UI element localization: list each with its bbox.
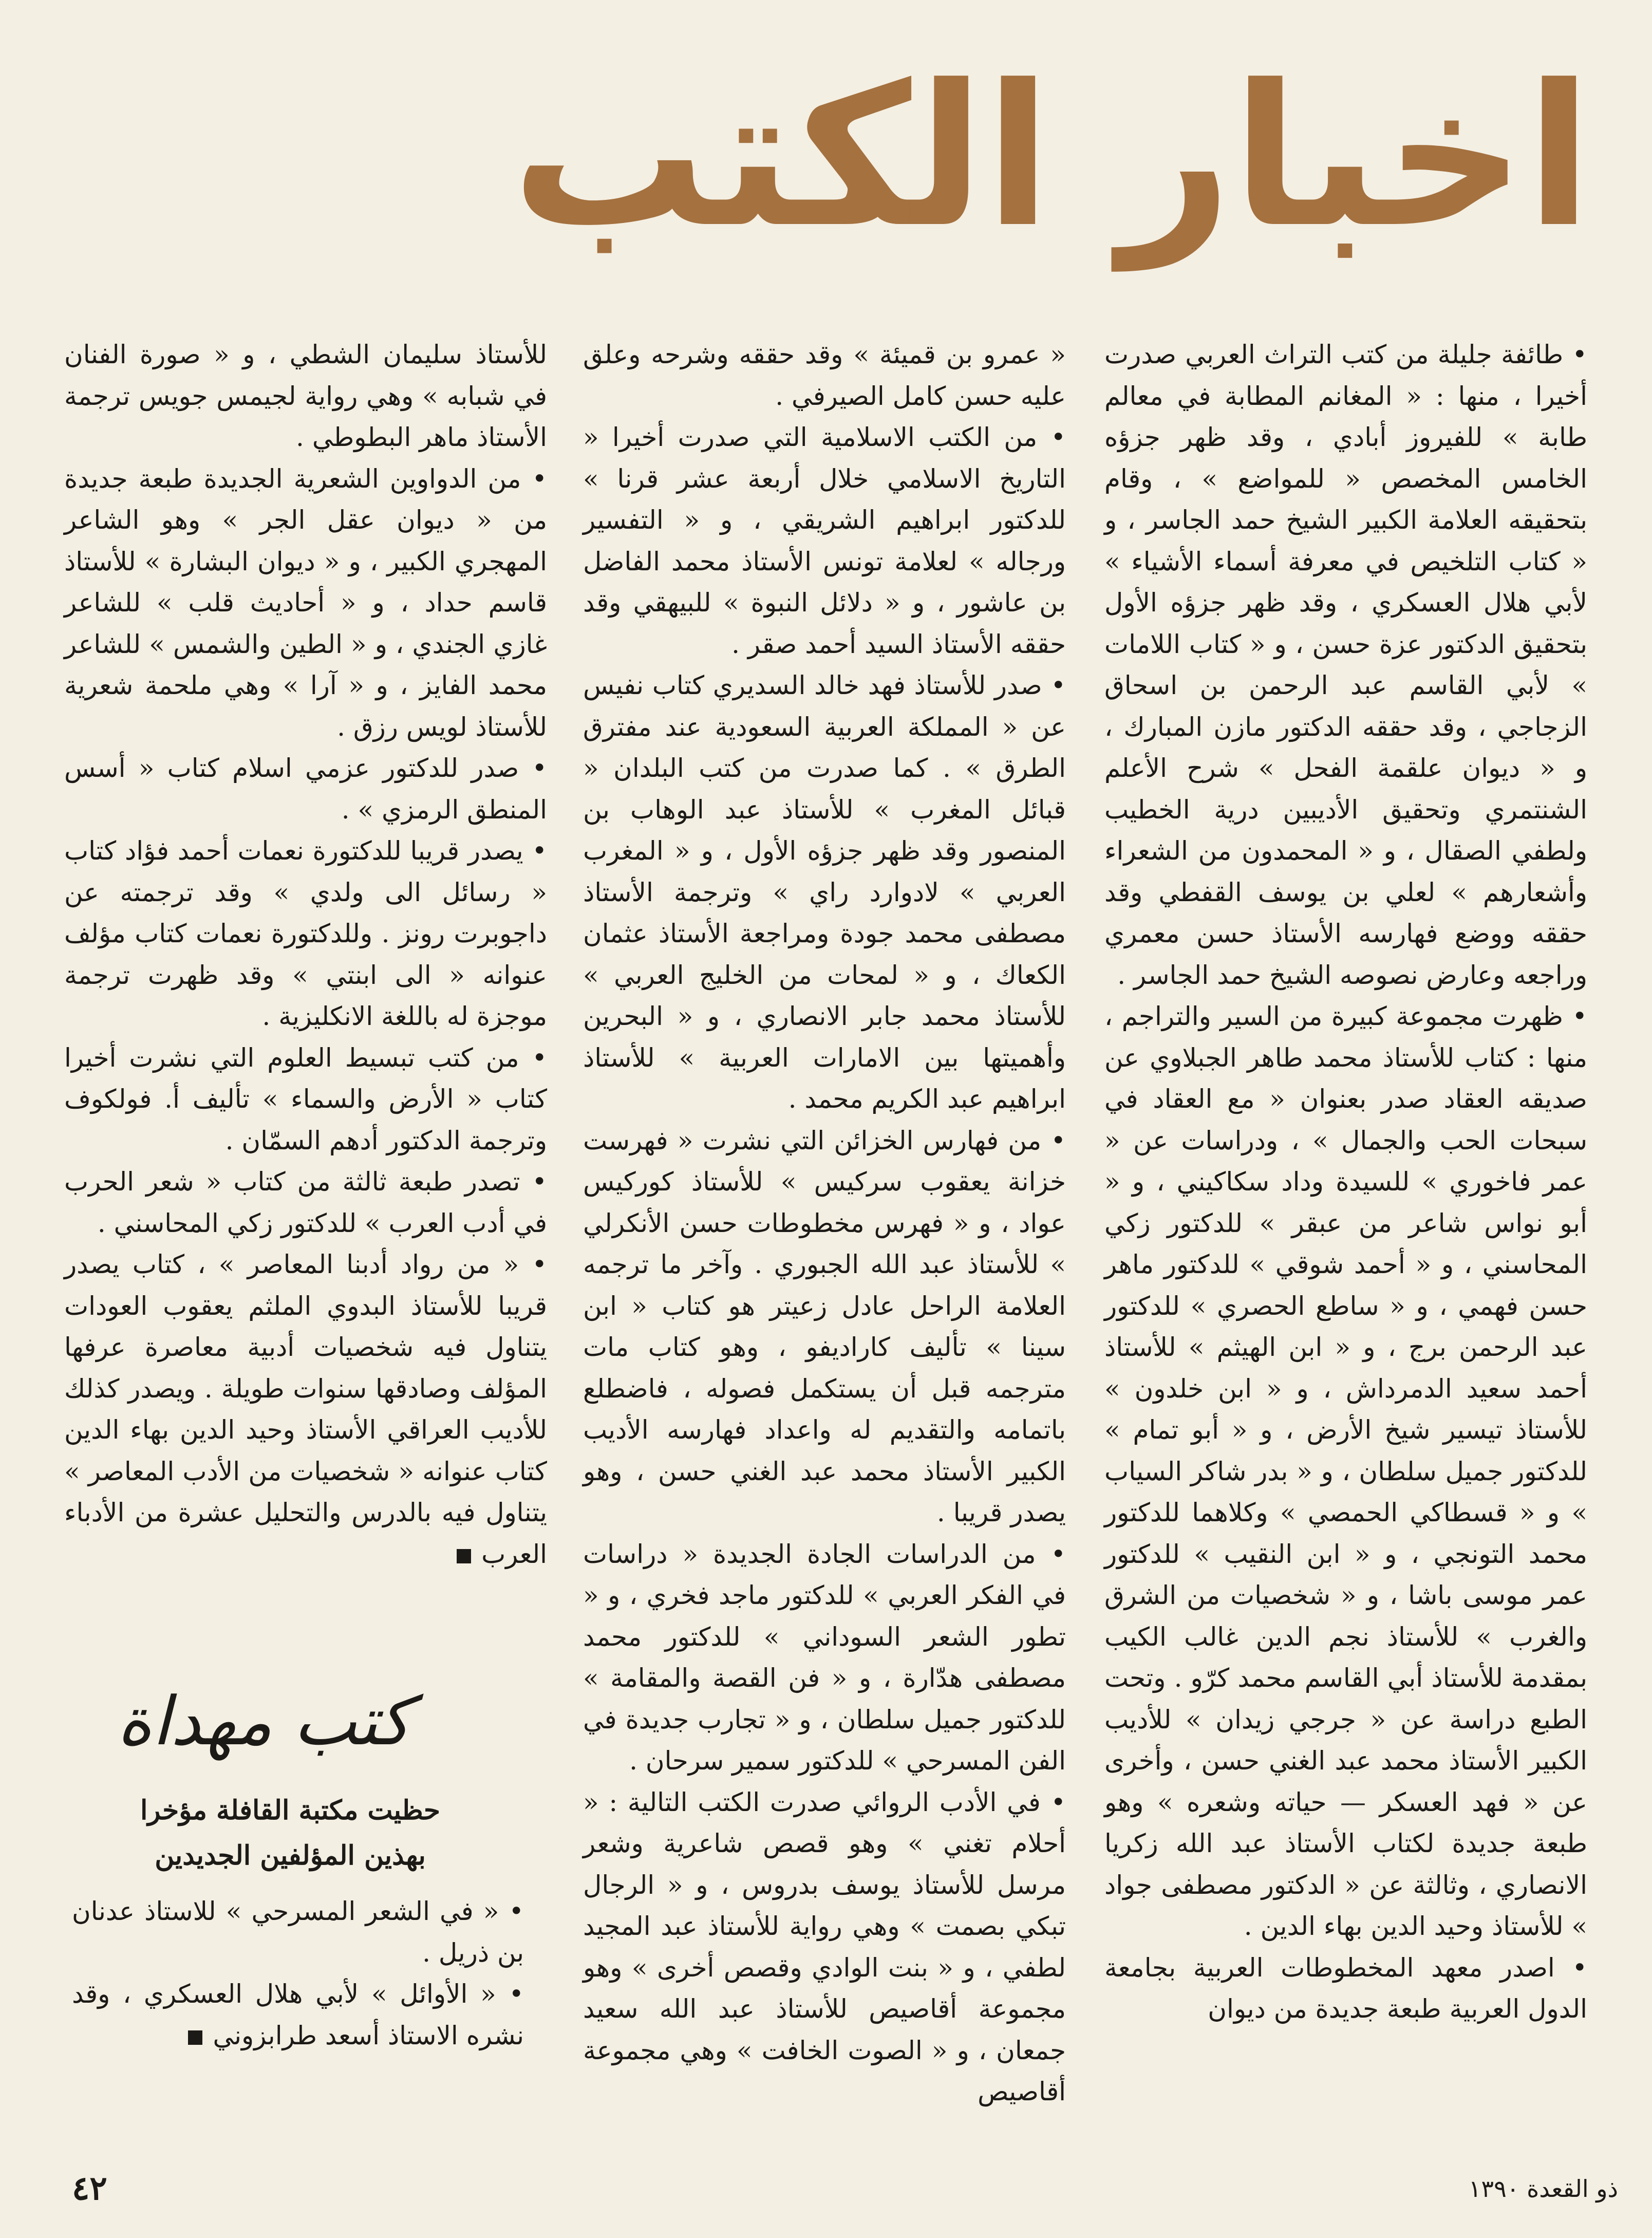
- paragraph: للأستاذ سليمان الشطي ، و « صورة الفنان في شبابه » وهي رواية لجيمس جويس ترجمة الأستاذ ماهر البطوطي .: [64, 340, 547, 452]
- article-column-left: [64, 334, 547, 1569]
- gifts-box-title: كتب مهداة: [117, 1682, 411, 1760]
- end-of-box-square-icon: [188, 2030, 202, 2045]
- paragraph: • من كتب تبسيط العلوم التي نشرت أخيرا كتاب « الأرض والسماء » تأليف أ. فولكوف وترجمة الدكتور أدهم السمّان .: [64, 1042, 547, 1155]
- paragraph: • من فهارس الخزائن التي نشرت « فهرست خزانة يعقوب سركيس » للأستاذ كوركيس عواد ، و « فهرس مخطوطات حسن الأنكرلي » للأستاذ عبد الله الجبوري . وآخر ما ترجمه العلامة الراحل عادل زعيتر هو كتاب « ابن سينا » تأليف كاراديفو ، وهو كتاب مات مترجمه قبل أن يستكمل فصوله ، فاضطلع باتمامه والتقديم له واعداد فهارسه الأديب الكبير الأستاذ محمد عبد الغني حسن ، وهو يصدر قريبا .: [583, 1125, 1066, 1527]
- article-column-right: [1104, 334, 1587, 2096]
- paragraph: • اصدر معهد المخطوطات العربية بجامعة الدول العربية طبعة جديدة من ديوان: [1104, 1952, 1587, 2024]
- issue-date: ذو القعدة ١٣٩٠: [1468, 2175, 1618, 2203]
- gifts-box-subtitle: حظيت مكتبة القافلة مؤخرا بهذين المؤلفين الجديدين: [140, 1795, 441, 1871]
- paragraph: « عمرو بن قميئة » وقد حققه وشرحه وعلق عليه حسن كامل الصيرفي .: [583, 340, 1066, 411]
- paragraph: • صدر للدكتور عزمي اسلام كتاب « أسس المنطق الرمزي » .: [64, 753, 547, 825]
- gifts-box-list: [72, 1891, 524, 2086]
- list-item: • « في الشعر المسرحي » للاستاذ عدنان بن ذريل .: [72, 1896, 524, 1968]
- paragraph: • من الكتب الاسلامية التي صدرت أخيرا « التاريخ الاسلامي خلال أربعة عشر قرنا » للدكتور ابراهيم الشريقي ، و « التفسير ورجاله » لعلامة تونس الأستاذ محمد الفاضل بن عاشور ، و « دلائل النبوة » للبيهقي وقد حققه الأستاذ السيد أحمد صقر .: [583, 422, 1066, 659]
- paragraph: • من الدواوين الشعرية الجديدة طبعة جديدة من « ديوان عقل الجر » وهو الشاعر المهجري الكبير ، و « ديوان البشارة » للأستاذ قاسم حداد ، و « أحاديث قلب » للشاعر غازي الجندي ، و « الطين والشمس » للشاعر محمد الفايز ، و « آرا » وهي ملحمة شعرية للأستاذ لويس رزق .: [64, 463, 547, 742]
- end-of-article-square-icon: [457, 1549, 471, 1563]
- list-item: [72, 1973, 524, 2056]
- paragraph: • يصدر قريبا للدكتورة نعمات أحمد فؤاد كتاب « رسائل الى ولدي » وقد ترجمته عن داجوبرت رونز . وللدكتورة نعمات كتاب مؤلف عنوانه « الى ابنتي » وقد ظهرت ترجمة موجزة له باللغة الانكليزية .: [64, 836, 547, 1031]
- paragraph: • طائفة جليلة من كتب التراث العربي صدرت أخيرا ، منها : « المغانم المطابة في معالم طابة » للفيروز أبادي ، وقد ظهر جزؤه الخامس المخصص « للمواضع » ، وقام بتحقيقه العلامة الكبير الشيخ حمد الجاسر ، و « كتاب التلخيص في معرفة أسماء الأشياء » لأبي هلال العسكري ، وقد ظهر جزؤه الأول بتحقيق الدكتور عزة حسن ، و « كتاب اللامات » لأبي القاسم عبد الرحمن بن اسحاق الزجاجي ، وقد حققه الدكتور مازن المبارك ، و « ديوان علقمة الفحل » شرح الأعلم الشنتمري وتحقيق الأديبين درية الخطيب ولطفي الصقال ، و « المحمدون من الشعراء وأشعارهم » لعلي بن يوسف القفطي وقد حققه ووضع فهارسه الأستاذ حسن معمري وراجعه وعارض نصوصه الشيخ حمد الجاسر .: [1104, 340, 1587, 990]
- paragraph: • من الدراسات الجادة الجديدة « دراسات في الفكر العربي » للدكتور ماجد فخري ، و « تطور الشعر السوداني » للدكتور محمد مصطفى هدّارة ، و « فن القصة والمقامة » للدكتور جميل سلطان ، و « تجارب جديدة في الفن المسرحي » للدكتور سمير سرحان .: [583, 1539, 1066, 1776]
- article-column-middle: [583, 334, 1066, 2106]
- page-number: ٤٢: [72, 2169, 107, 2208]
- section-masthead: اخبار الكتب: [511, 43, 1592, 270]
- paragraph: • صدر للأستاذ فهد خالد السديري كتاب نفيس عن « المملكة العربية السعودية عند مفترق الطرق » . كما صدرت من كتب البلدان « قبائل المغرب » للأستاذ عبد الوهاب بن المنصور وقد ظهر جزؤه الأول ، و « المغرب العربي » لادوارد راي » وترجمة الأستاذ مصطفى محمد جودة ومراجعة الأستاذ عثمان الكعاك ، و « لمحات من الخليج العربي » للأستاذ محمد جابر الانصاري ، و « البحرين وأهميتها بين الامارات العربية » للأستاذ ابراهيم عبد الكريم محمد .: [583, 670, 1066, 1114]
- paragraph-text: • « من رواد أدبنا المعاصر » ، كتاب يصدر قريبا للأستاذ البدوي الملثم يعقوب العودات يتناول فيه شخصيات أدبية معاصرة عرفها المؤلف وصادقها سنوات طويلة . ويصدر كذلك للأديب العراقي الأستاذ وحيد الدين بهاء الدين كتاب عنوانه « شخصيات من الأدب المعاصر » يتناول فيه بالدرس والتحليل عشرة من الأدباء العرب: [64, 1249, 547, 1569]
- paragraph: [64, 1244, 547, 1575]
- paragraph: • في الأدب الروائي صدرت الكتب التالية : « أحلام تغني » وهو قصص شاعرية وشعر مرسل للأستاذ يوسف بدروس ، و « الرجال تبكي بصمت » وهي رواية للأستاذ عبد المجيد لطفي ، و « بنت الوادي وقصص أخرى » وهو مجموعة أقاصيص للأستاذ عبد الله سعيد جمعان ، و « الصوت الخافت » وهي مجموعة أقاصيص: [583, 1787, 1066, 2106]
- paragraph: • تصدر طبعة ثالثة من كتاب « شعر الحرب في أدب العرب » للدكتور زكي المحاسني .: [64, 1167, 547, 1238]
- paragraph: • ظهرت مجموعة كبيرة من السير والتراجم ، منها : كتاب للأستاذ محمد طاهر الجبلاوي عن صديقه العقاد صدر بعنوان « مع العقاد في سبحات الحب والجمال » ، ودراسات عن « عمر فاخوري » للسيدة وداد سكاكيني ، و « أبو نواس شاعر من عبقر » للدكتور زكي المحاسني ، و « أحمد شوقي » للدكتور ماهر حسن فهمي ، و « ساطع الحصري » للدكتور عبد الرحمن برج ، و « ابن الهيثم » للأستاذ أحمد سعيد الدمرداش ، و « ابن خلدون » للأستاذ تيسير شيخ الأرض ، و « أبو تمام » للدكتور جميل سلطان ، و « بدر شاكر السياب » و « قسطاكي الحمصي » وكلاهما للدكتور محمد التونجي ، و « ابن النقيب » للدكتور عمر موسى باشا ، و « شخصيات من الشرق والغرب » للأستاذ نجم الدين غالب الكيب بمقدمة للأستاذ أبي القاسم محمد كرّو . وتحت الطبع دراسة عن « جرجي زيدان » للأديب الكبير الأستاذ محمد عبد الغني حسن ، وأخرى عن « فهد العسكر — حياته وشعره » وهو طبعة جديدة لكتاب الأستاذ عبد الله زكريا الانصاري ، وثالثة عن « الدكتور مصطفى جواد » للأستاذ وحيد الدين بهاء الدين .: [1104, 1001, 1587, 1941]
- list-item-text: • « الأوائل » لأبي هلال العسكري ، وقد نشره الاستاذ أسعد طرابزوني: [72, 1979, 524, 2050]
